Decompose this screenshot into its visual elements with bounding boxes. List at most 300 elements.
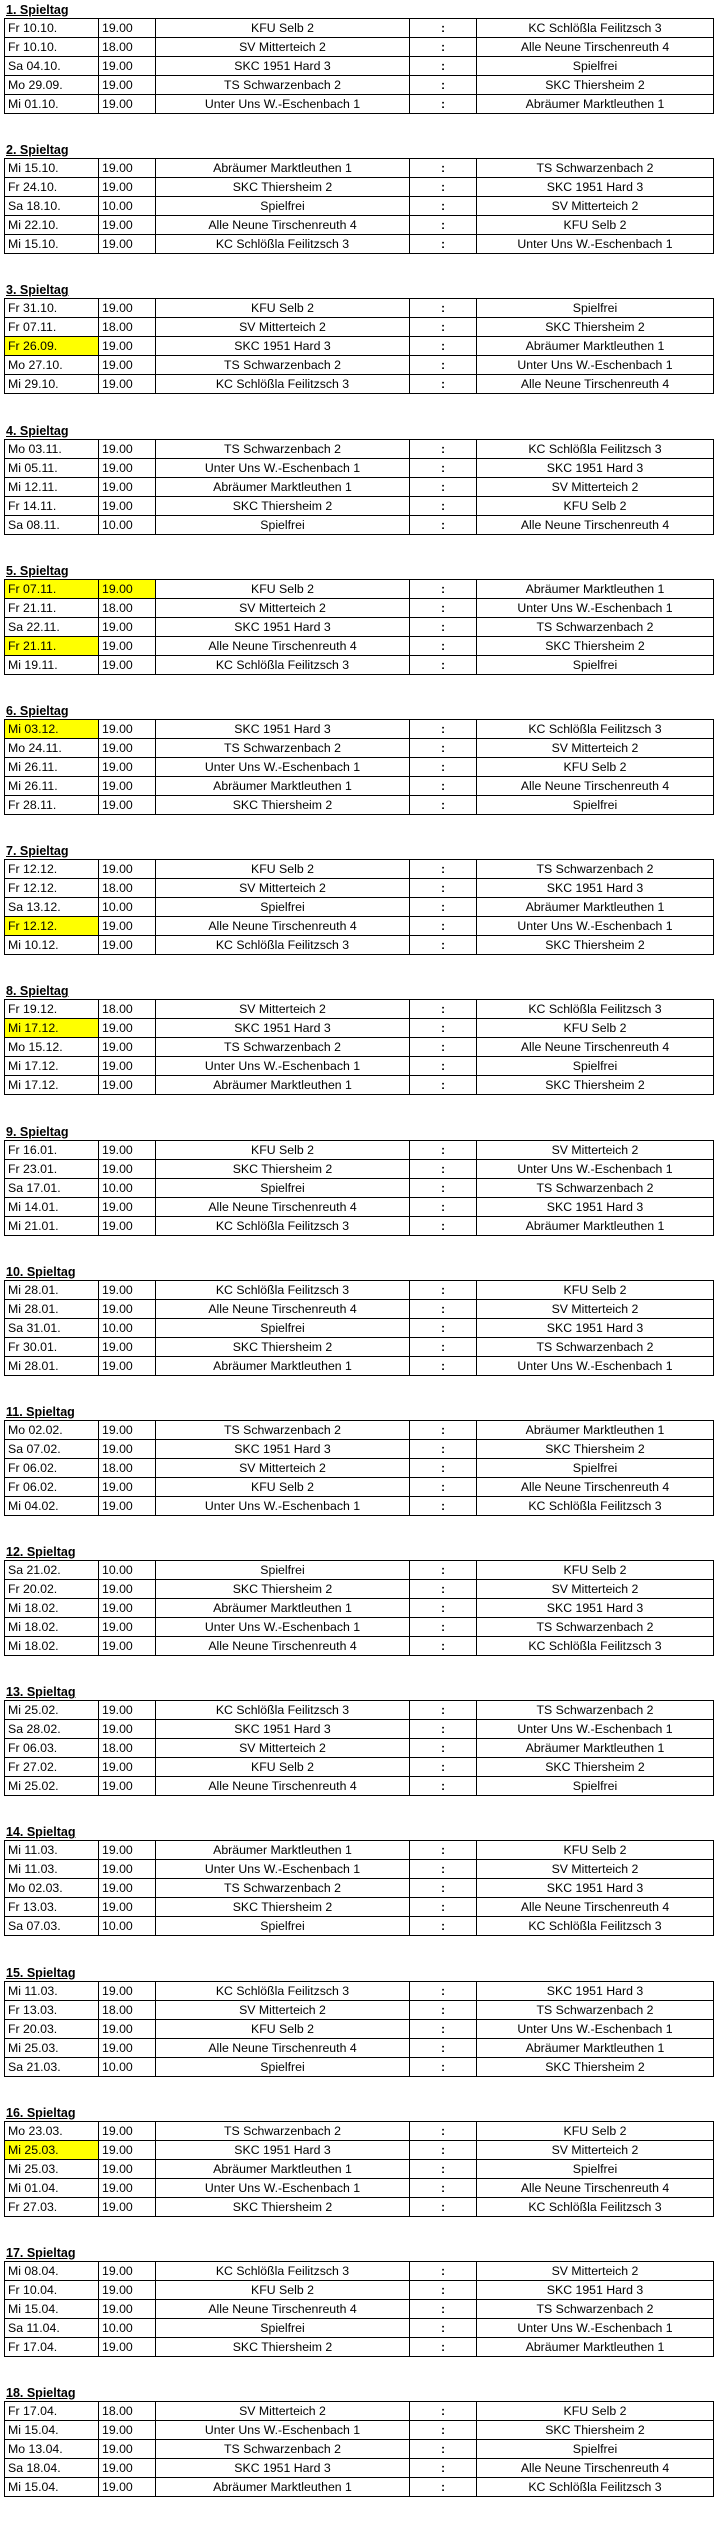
table-row xyxy=(5,776,714,795)
game-time: 19.00 xyxy=(99,439,156,458)
game-time: 19.00 xyxy=(99,356,156,375)
spieltag-title: 13. Spieltag xyxy=(6,1685,76,1700)
table-row xyxy=(5,2019,714,2038)
score-separator: : xyxy=(410,299,477,318)
away-team: Spielfrei xyxy=(477,57,714,76)
game-date: Fr 10.10. xyxy=(5,38,99,57)
home-team: SKC Thiersheim 2 xyxy=(156,2338,410,2357)
game-date: Mi 18.02. xyxy=(5,1637,99,1656)
away-team: Spielfrei xyxy=(477,795,714,814)
game-time: 19.00 xyxy=(99,1701,156,1720)
game-time: 19.00 xyxy=(99,738,156,757)
game-date: Sa 07.03. xyxy=(5,1917,99,1936)
score-separator: : xyxy=(410,617,477,636)
table-row xyxy=(5,795,714,814)
table-row xyxy=(5,1356,714,1375)
score-separator: : xyxy=(410,795,477,814)
away-team: SKC Thiersheim 2 xyxy=(477,318,714,337)
away-team: KFU Selb 2 xyxy=(477,757,714,776)
home-team: Alle Neune Tirschenreuth 4 xyxy=(156,917,410,936)
home-team: KFU Selb 2 xyxy=(156,1477,410,1496)
table-row xyxy=(5,655,714,674)
game-time: 19.00 xyxy=(99,2338,156,2357)
home-team: SV Mitterteich 2 xyxy=(156,2402,410,2421)
away-team: Unter Uns W.-Eschenbach 1 xyxy=(477,1720,714,1739)
spieltag-block xyxy=(4,282,714,422)
away-team: SKC Thiersheim 2 xyxy=(477,1076,714,1095)
home-team: Abräumer Marktleuthen 1 xyxy=(156,159,410,178)
table-row xyxy=(5,1739,714,1758)
away-team: SKC 1951 Hard 3 xyxy=(477,1599,714,1618)
spieltag-title: 18. Spieltag xyxy=(6,2386,76,2401)
game-time: 19.00 xyxy=(99,496,156,515)
table-row xyxy=(5,2197,714,2216)
game-time: 18.00 xyxy=(99,1000,156,1019)
score-separator: : xyxy=(410,1841,477,1860)
away-team: Unter Uns W.-Eschenbach 1 xyxy=(477,2319,714,2338)
spieltag-title: 2. Spieltag xyxy=(6,143,69,158)
game-date: Fr 06.03. xyxy=(5,1739,99,1758)
home-team: Abräumer Marktleuthen 1 xyxy=(156,477,410,496)
score-separator: : xyxy=(410,1356,477,1375)
game-date: Fr 12.12. xyxy=(5,879,99,898)
game-time: 19.00 xyxy=(99,1618,156,1637)
away-team: SKC Thiersheim 2 xyxy=(477,936,714,955)
game-date: Fr 17.04. xyxy=(5,2402,99,2421)
table-row xyxy=(5,2300,714,2319)
spieltag-block xyxy=(4,2385,714,2525)
game-date: Sa 11.04. xyxy=(5,2319,99,2338)
home-team: SKC 1951 Hard 3 xyxy=(156,2140,410,2159)
away-team: Abräumer Marktleuthen 1 xyxy=(477,1420,714,1439)
game-time: 18.00 xyxy=(99,318,156,337)
game-date: Sa 18.10. xyxy=(5,197,99,216)
game-date: Mi 18.02. xyxy=(5,1618,99,1637)
games-table xyxy=(4,1140,714,1236)
spieltag-title: 12. Spieltag xyxy=(6,1545,76,1560)
game-time: 19.00 xyxy=(99,2038,156,2057)
spieltag-block xyxy=(4,1124,714,1264)
game-time: 19.00 xyxy=(99,1197,156,1216)
away-team: Alle Neune Tirschenreuth 4 xyxy=(477,1038,714,1057)
game-time: 19.00 xyxy=(99,1356,156,1375)
spieltag-title: 16. Spieltag xyxy=(6,2105,76,2120)
game-time: 18.00 xyxy=(99,1458,156,1477)
games-table xyxy=(4,1981,714,2077)
home-team: Spielfrei xyxy=(156,2057,410,2076)
score-separator: : xyxy=(410,1439,477,1458)
spieltag-block xyxy=(4,983,714,1123)
table-row xyxy=(5,1618,714,1637)
spieltag-title: 4. Spieltag xyxy=(6,423,69,438)
score-separator: : xyxy=(410,1618,477,1637)
game-time: 10.00 xyxy=(99,2057,156,2076)
home-team: KFU Selb 2 xyxy=(156,1140,410,1159)
spieltag-title: 6. Spieltag xyxy=(6,703,69,718)
score-separator: : xyxy=(410,159,477,178)
game-date: Mi 11.03. xyxy=(5,1841,99,1860)
game-date: Fr 13.03. xyxy=(5,1898,99,1917)
table-row xyxy=(5,216,714,235)
game-time: 10.00 xyxy=(99,515,156,534)
away-team: Alle Neune Tirschenreuth 4 xyxy=(477,375,714,394)
table-row xyxy=(5,1076,714,1095)
away-team: SKC Thiersheim 2 xyxy=(477,1758,714,1777)
games-table xyxy=(4,999,714,1095)
spieltag-block xyxy=(4,1264,714,1404)
game-date: Sa 21.03. xyxy=(5,2057,99,2076)
away-team: SKC 1951 Hard 3 xyxy=(477,2281,714,2300)
score-separator: : xyxy=(410,1758,477,1777)
away-team: Spielfrei xyxy=(477,2440,714,2459)
table-row xyxy=(5,458,714,477)
game-time: 19.00 xyxy=(99,2281,156,2300)
game-time: 19.00 xyxy=(99,2140,156,2159)
score-separator: : xyxy=(410,1159,477,1178)
game-time: 18.00 xyxy=(99,38,156,57)
away-team: TS Schwarzenbach 2 xyxy=(477,1178,714,1197)
score-separator: : xyxy=(410,235,477,254)
away-team: KFU Selb 2 xyxy=(477,2121,714,2140)
home-team: Alle Neune Tirschenreuth 4 xyxy=(156,2038,410,2057)
score-separator: : xyxy=(410,936,477,955)
table-row xyxy=(5,19,714,38)
game-date: Fr 20.03. xyxy=(5,2019,99,2038)
games-table xyxy=(4,439,714,535)
game-time: 19.00 xyxy=(99,2459,156,2478)
game-date: Fr 10.10. xyxy=(5,19,99,38)
game-time: 19.00 xyxy=(99,2019,156,2038)
game-date: Sa 08.11. xyxy=(5,515,99,534)
score-separator: : xyxy=(410,1299,477,1318)
table-row xyxy=(5,598,714,617)
score-separator: : xyxy=(410,655,477,674)
games-table xyxy=(4,158,714,254)
away-team: KC Schlößla Feilitzsch 3 xyxy=(477,1000,714,1019)
table-row xyxy=(5,1599,714,1618)
game-date: Fr 10.04. xyxy=(5,2281,99,2300)
score-separator: : xyxy=(410,477,477,496)
game-date: Sa 17.01. xyxy=(5,1178,99,1197)
away-team: Spielfrei xyxy=(477,655,714,674)
score-separator: : xyxy=(410,1720,477,1739)
games-table xyxy=(4,1560,714,1656)
home-team: Abräumer Marktleuthen 1 xyxy=(156,1076,410,1095)
score-separator: : xyxy=(410,1038,477,1057)
home-team: KFU Selb 2 xyxy=(156,19,410,38)
game-date: Mi 04.02. xyxy=(5,1496,99,1515)
spieltag-block xyxy=(4,563,714,703)
away-team: Spielfrei xyxy=(477,2159,714,2178)
game-date: Mi 25.03. xyxy=(5,2038,99,2057)
table-row xyxy=(5,1917,714,1936)
home-team: Alle Neune Tirschenreuth 4 xyxy=(156,1637,410,1656)
game-time: 19.00 xyxy=(99,1879,156,1898)
away-team: SKC 1951 Hard 3 xyxy=(477,1318,714,1337)
score-separator: : xyxy=(410,1981,477,2000)
away-team: Spielfrei xyxy=(477,1777,714,1796)
game-date: Mo 24.11. xyxy=(5,738,99,757)
score-separator: : xyxy=(410,636,477,655)
table-row xyxy=(5,477,714,496)
game-date: Fr 17.04. xyxy=(5,2338,99,2357)
home-team: SV Mitterteich 2 xyxy=(156,38,410,57)
home-team: SKC 1951 Hard 3 xyxy=(156,57,410,76)
game-time: 19.00 xyxy=(99,1076,156,1095)
game-time: 18.00 xyxy=(99,1739,156,1758)
spieltag-block xyxy=(4,1824,714,1964)
table-row xyxy=(5,2402,714,2421)
table-row xyxy=(5,860,714,879)
table-row xyxy=(5,2178,714,2197)
home-team: TS Schwarzenbach 2 xyxy=(156,439,410,458)
table-row xyxy=(5,1637,714,1656)
game-date: Fr 12.12. xyxy=(5,860,99,879)
table-row xyxy=(5,1477,714,1496)
game-time: 19.00 xyxy=(99,95,156,114)
away-team: Alle Neune Tirschenreuth 4 xyxy=(477,1898,714,1917)
games-table xyxy=(4,579,714,675)
home-team: Spielfrei xyxy=(156,2319,410,2338)
score-separator: : xyxy=(410,197,477,216)
spieltag-block xyxy=(4,2105,714,2245)
away-team: SV Mitterteich 2 xyxy=(477,197,714,216)
home-team: SKC 1951 Hard 3 xyxy=(156,1720,410,1739)
score-separator: : xyxy=(410,2478,477,2497)
game-time: 19.00 xyxy=(99,1038,156,1057)
game-time: 19.00 xyxy=(99,795,156,814)
game-time: 19.00 xyxy=(99,76,156,95)
score-separator: : xyxy=(410,496,477,515)
score-separator: : xyxy=(410,1280,477,1299)
table-row xyxy=(5,636,714,655)
spieltag-title: 5. Spieltag xyxy=(6,563,69,578)
table-row xyxy=(5,1981,714,2000)
score-separator: : xyxy=(410,1777,477,1796)
score-separator: : xyxy=(410,1739,477,1758)
home-team: Alle Neune Tirschenreuth 4 xyxy=(156,636,410,655)
game-date: Mi 17.12. xyxy=(5,1076,99,1095)
home-team: SV Mitterteich 2 xyxy=(156,1739,410,1758)
home-team: SV Mitterteich 2 xyxy=(156,879,410,898)
home-team: Spielfrei xyxy=(156,1318,410,1337)
home-team: Unter Uns W.-Eschenbach 1 xyxy=(156,1496,410,1515)
home-team: SKC Thiersheim 2 xyxy=(156,795,410,814)
game-date: Fr 24.10. xyxy=(5,178,99,197)
away-team: SV Mitterteich 2 xyxy=(477,1860,714,1879)
away-team: TS Schwarzenbach 2 xyxy=(477,860,714,879)
table-row xyxy=(5,898,714,917)
score-separator: : xyxy=(410,1879,477,1898)
table-row xyxy=(5,917,714,936)
table-row xyxy=(5,1701,714,1720)
away-team: SV Mitterteich 2 xyxy=(477,2140,714,2159)
table-row xyxy=(5,2478,714,2497)
game-date: Fr 21.11. xyxy=(5,636,99,655)
away-team: Abräumer Marktleuthen 1 xyxy=(477,95,714,114)
game-date: Fr 07.11. xyxy=(5,318,99,337)
game-time: 19.00 xyxy=(99,2478,156,2497)
game-time: 19.00 xyxy=(99,1599,156,1618)
schedule xyxy=(4,2,714,2525)
game-time: 10.00 xyxy=(99,1917,156,1936)
score-separator: : xyxy=(410,1076,477,1095)
table-row xyxy=(5,1318,714,1337)
game-date: Mi 15.04. xyxy=(5,2478,99,2497)
home-team: TS Schwarzenbach 2 xyxy=(156,738,410,757)
game-date: Mi 08.04. xyxy=(5,2262,99,2281)
game-date: Mo 15.12. xyxy=(5,1038,99,1057)
away-team: KFU Selb 2 xyxy=(477,1280,714,1299)
score-separator: : xyxy=(410,1496,477,1515)
away-team: SKC 1951 Hard 3 xyxy=(477,879,714,898)
score-separator: : xyxy=(410,1420,477,1439)
game-date: Mi 11.03. xyxy=(5,1981,99,2000)
home-team: SKC Thiersheim 2 xyxy=(156,1337,410,1356)
score-separator: : xyxy=(410,1561,477,1580)
away-team: Alle Neune Tirschenreuth 4 xyxy=(477,38,714,57)
table-row xyxy=(5,496,714,515)
away-team: SV Mitterteich 2 xyxy=(477,2262,714,2281)
game-time: 19.00 xyxy=(99,1019,156,1038)
table-row xyxy=(5,1038,714,1057)
table-row xyxy=(5,617,714,636)
spieltag-title: 15. Spieltag xyxy=(6,1965,76,1980)
game-date: Sa 07.02. xyxy=(5,1439,99,1458)
game-date: Fr 12.12. xyxy=(5,917,99,936)
game-date: Mi 01.04. xyxy=(5,2178,99,2197)
game-time: 19.00 xyxy=(99,2159,156,2178)
away-team: TS Schwarzenbach 2 xyxy=(477,1701,714,1720)
game-time: 19.00 xyxy=(99,2300,156,2319)
game-date: Mi 29.10. xyxy=(5,375,99,394)
table-row xyxy=(5,1197,714,1216)
table-row xyxy=(5,95,714,114)
away-team: SKC 1951 Hard 3 xyxy=(477,1981,714,2000)
game-time: 19.00 xyxy=(99,2421,156,2440)
home-team: KFU Selb 2 xyxy=(156,860,410,879)
game-date: Mo 03.11. xyxy=(5,439,99,458)
games-table xyxy=(4,719,714,815)
table-row xyxy=(5,1458,714,1477)
game-time: 19.00 xyxy=(99,2197,156,2216)
home-team: Unter Uns W.-Eschenbach 1 xyxy=(156,458,410,477)
home-team: SV Mitterteich 2 xyxy=(156,318,410,337)
away-team: SV Mitterteich 2 xyxy=(477,1140,714,1159)
table-row xyxy=(5,1299,714,1318)
game-date: Sa 04.10. xyxy=(5,57,99,76)
table-row xyxy=(5,38,714,57)
away-team: KC Schlößla Feilitzsch 3 xyxy=(477,19,714,38)
game-date: Mi 21.01. xyxy=(5,1216,99,1235)
game-time: 18.00 xyxy=(99,598,156,617)
away-team: KC Schlößla Feilitzsch 3 xyxy=(477,439,714,458)
spieltag-block xyxy=(4,843,714,983)
game-time: 19.00 xyxy=(99,235,156,254)
score-separator: : xyxy=(410,1637,477,1656)
game-date: Mi 26.11. xyxy=(5,757,99,776)
away-team: KFU Selb 2 xyxy=(477,496,714,515)
away-team: Unter Uns W.-Eschenbach 1 xyxy=(477,1356,714,1375)
game-date: Mi 25.02. xyxy=(5,1777,99,1796)
home-team: TS Schwarzenbach 2 xyxy=(156,356,410,375)
home-team: Spielfrei xyxy=(156,1561,410,1580)
home-team: KFU Selb 2 xyxy=(156,2019,410,2038)
game-date: Mi 15.10. xyxy=(5,235,99,254)
away-team: Unter Uns W.-Eschenbach 1 xyxy=(477,235,714,254)
away-team: TS Schwarzenbach 2 xyxy=(477,1337,714,1356)
away-team: Abräumer Marktleuthen 1 xyxy=(477,579,714,598)
game-date: Mi 10.12. xyxy=(5,936,99,955)
table-row xyxy=(5,1159,714,1178)
home-team: Abräumer Marktleuthen 1 xyxy=(156,1599,410,1618)
home-team: TS Schwarzenbach 2 xyxy=(156,2440,410,2459)
game-date: Fr 13.03. xyxy=(5,2000,99,2019)
away-team: SKC 1951 Hard 3 xyxy=(477,458,714,477)
game-date: Fr 26.09. xyxy=(5,337,99,356)
score-separator: : xyxy=(410,579,477,598)
game-time: 19.00 xyxy=(99,1898,156,1917)
games-table xyxy=(4,859,714,955)
home-team: SKC Thiersheim 2 xyxy=(156,1898,410,1917)
home-team: Unter Uns W.-Eschenbach 1 xyxy=(156,2421,410,2440)
home-team: Spielfrei xyxy=(156,898,410,917)
game-time: 19.00 xyxy=(99,19,156,38)
away-team: Alle Neune Tirschenreuth 4 xyxy=(477,776,714,795)
table-row xyxy=(5,1758,714,1777)
games-table xyxy=(4,1840,714,1936)
spieltag-block xyxy=(4,423,714,563)
away-team: KFU Selb 2 xyxy=(477,1561,714,1580)
table-row xyxy=(5,757,714,776)
home-team: Unter Uns W.-Eschenbach 1 xyxy=(156,1618,410,1637)
game-time: 10.00 xyxy=(99,2319,156,2338)
game-date: Mi 25.02. xyxy=(5,1701,99,1720)
home-team: Unter Uns W.-Eschenbach 1 xyxy=(156,1860,410,1879)
spieltag-block xyxy=(4,2,714,142)
game-date: Sa 31.01. xyxy=(5,1318,99,1337)
score-separator: : xyxy=(410,2402,477,2421)
game-time: 10.00 xyxy=(99,898,156,917)
table-row xyxy=(5,299,714,318)
game-time: 19.00 xyxy=(99,655,156,674)
home-team: SKC 1951 Hard 3 xyxy=(156,617,410,636)
game-time: 10.00 xyxy=(99,197,156,216)
away-team: SKC Thiersheim 2 xyxy=(477,2057,714,2076)
home-team: KC Schlößla Feilitzsch 3 xyxy=(156,1280,410,1299)
away-team: Spielfrei xyxy=(477,1458,714,1477)
home-team: TS Schwarzenbach 2 xyxy=(156,1879,410,1898)
spieltag-block xyxy=(4,1544,714,1684)
game-time: 19.00 xyxy=(99,477,156,496)
away-team: SKC Thiersheim 2 xyxy=(477,2421,714,2440)
game-time: 19.00 xyxy=(99,159,156,178)
table-row xyxy=(5,2459,714,2478)
game-time: 10.00 xyxy=(99,1318,156,1337)
score-separator: : xyxy=(410,2421,477,2440)
table-row xyxy=(5,1178,714,1197)
games-table xyxy=(4,2261,714,2357)
table-row xyxy=(5,1777,714,1796)
table-row xyxy=(5,2319,714,2338)
away-team: SKC 1951 Hard 3 xyxy=(477,1879,714,1898)
table-row xyxy=(5,1216,714,1235)
game-time: 19.00 xyxy=(99,1720,156,1739)
spieltag-title: 10. Spieltag xyxy=(6,1264,76,1279)
table-row xyxy=(5,2159,714,2178)
table-row xyxy=(5,1000,714,1019)
game-time: 19.00 xyxy=(99,2178,156,2197)
